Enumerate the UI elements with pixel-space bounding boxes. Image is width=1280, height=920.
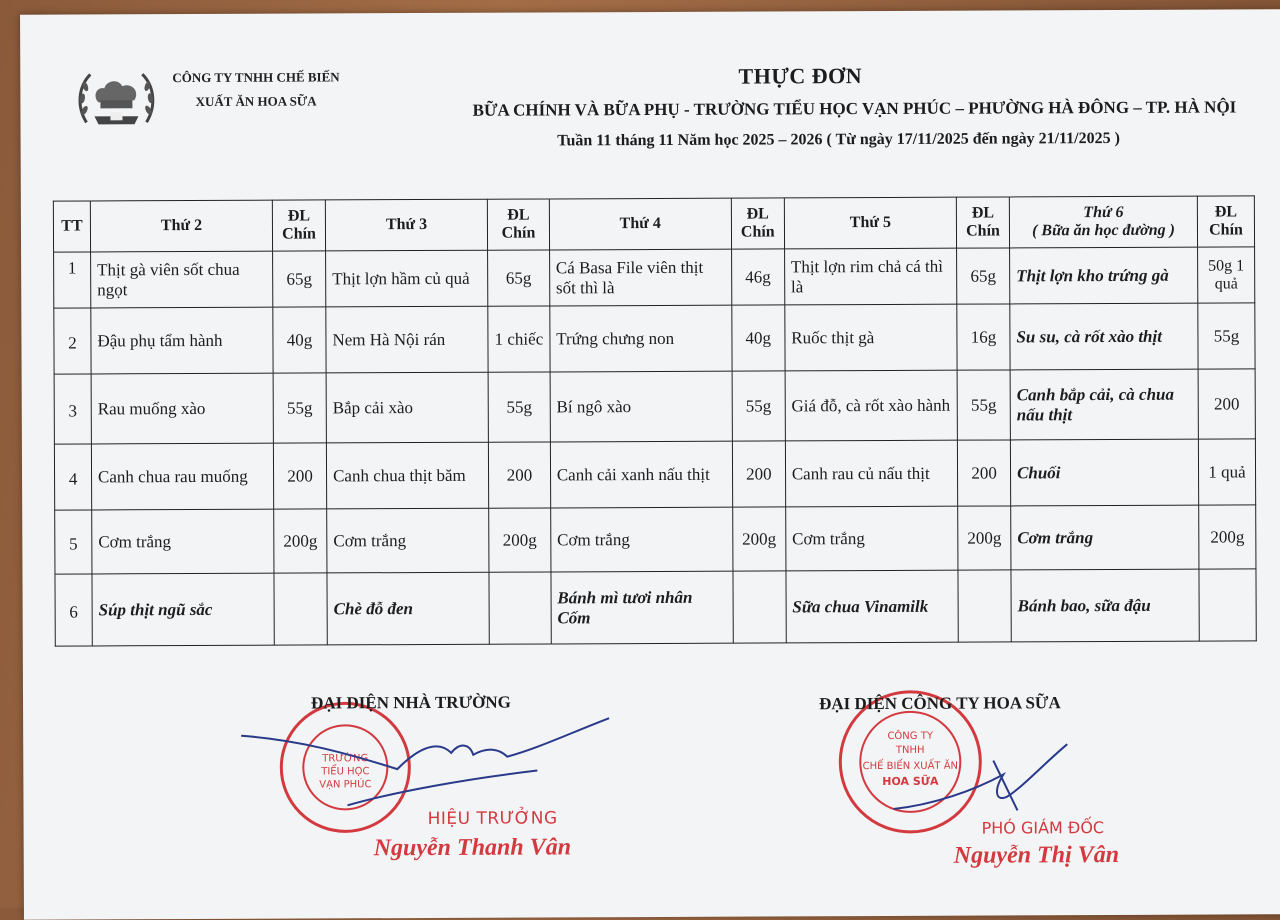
company-role: PHÓ GIÁM ĐỐC [981, 818, 1105, 838]
portion-thu-2: 65g [273, 251, 326, 307]
company-representative-title: ĐẠI DIỆN CÔNG TY HOA SỮA [819, 693, 1061, 714]
portion-thu-5: 200g [958, 506, 1011, 570]
dish-thu-6: Su su, cà rốt xào thịt [1010, 303, 1198, 370]
portion-thu-5: 16g [957, 304, 1010, 370]
dish-thu-5: Sữa chua Vinamilk [786, 570, 959, 643]
school-representative-title: ĐẠI DIỆN NHÀ TRƯỜNG [310, 692, 511, 713]
dish-thu-5: Giá đỗ, cà rốt xào hành [785, 370, 958, 441]
row-number: 3 [54, 374, 91, 444]
dish-thu-3: Thịt lợn hầm củ quả [326, 250, 488, 307]
dish-thu-6: Chuối [1010, 439, 1198, 506]
table-row [54, 439, 1255, 510]
svg-text:TNHH: TNHH [895, 744, 925, 756]
header-thu-6-note: ( Bữa ăn học đường ) [1032, 221, 1175, 240]
header-dl-chin: ĐL Chín [272, 200, 325, 251]
portion-thu-4: 46g [731, 249, 784, 305]
row-number: 5 [55, 510, 92, 574]
header-thu-6-label: Thứ 6 [1083, 203, 1124, 222]
company-name-line1: CÔNG TY TNHH CHẾ BIẾN [172, 69, 340, 86]
portion-thu-6 [1199, 569, 1256, 641]
header-thu-4: Thứ 4 [549, 198, 731, 250]
dish-thu-5: Canh rau củ nấu thịt [785, 440, 958, 507]
dish-thu-2: Thịt gà viên sốt chua ngọt [91, 251, 273, 308]
table-header-row [53, 196, 1254, 252]
dish-thu-6: Thịt lợn kho trứng gà [1010, 247, 1198, 304]
header-dl-chin: ĐL Chín [731, 198, 784, 249]
table-row [55, 505, 1256, 574]
table-row [54, 369, 1255, 444]
portion-thu-5: 65g [957, 248, 1010, 304]
portion-thu-2: 200 [273, 443, 326, 509]
menu-table [53, 195, 1257, 646]
dish-thu-3: Chè đỗ đen [327, 572, 489, 645]
dish-thu-4: Canh cải xanh nấu thịt [550, 441, 732, 508]
school-signer-name: Nguyễn Thanh Vân [373, 834, 572, 862]
dish-thu-5: Thịt lợn rim chả cá thì là [784, 248, 957, 305]
svg-text:CÔNG TY: CÔNG TY [887, 730, 933, 742]
dish-thu-5: Cơm trắng [785, 506, 958, 571]
svg-text:TIỂU HỌC: TIỂU HỌC [321, 766, 370, 778]
document-title: THỰC ĐƠN [738, 63, 863, 89]
header-dl-chin: ĐL Chín [1197, 196, 1254, 247]
portion-thu-3: 200 [489, 442, 551, 508]
header-dl-chin: ĐL Chín [956, 197, 1009, 248]
dish-thu-4: Bí ngô xào [550, 371, 732, 442]
table-row [54, 247, 1255, 308]
portion-thu-5: 200 [957, 440, 1010, 506]
portion-thu-6: 50g 1 quả [1198, 247, 1255, 303]
portion-thu-2: 40g [273, 307, 326, 373]
header-dl-chin: ĐL Chín [487, 199, 549, 250]
portion-thu-3: 65g [488, 250, 550, 306]
table-row [54, 303, 1255, 374]
dish-thu-3: Cơm trắng [327, 508, 489, 573]
header-thu-3: Thứ 3 [325, 199, 487, 251]
portion-thu-4 [733, 571, 786, 643]
dish-thu-6: Canh bắp cải, cà chua nấu thịt [1010, 369, 1198, 440]
dish-thu-2: Canh chua rau muống [91, 443, 273, 510]
document-subtitle: BỮA CHÍNH VÀ BỮA PHỤ - TRƯỜNG TIỂU HỌC VẠN PHÚC – PHƯỜNG HÀ ĐÔNG – TP. HÀ NỘI [472, 97, 1237, 120]
dish-thu-3: Nem Hà Nội rán [326, 306, 488, 373]
portion-thu-3: 55g [488, 372, 550, 442]
portion-thu-6: 55g [1198, 303, 1255, 369]
portion-thu-4: 200 [732, 441, 785, 507]
header-thu-6 [1009, 196, 1197, 248]
dish-thu-2: Cơm trắng [92, 509, 274, 574]
company-signer-name: Nguyễn Thị Vân [953, 841, 1120, 869]
company-signature [883, 730, 1073, 831]
portion-thu-3: 200g [489, 508, 551, 572]
dish-thu-2: Súp thịt ngũ sắc [92, 573, 274, 646]
dish-thu-3: Canh chua thịt băm [326, 442, 488, 509]
portion-thu-4: 40g [732, 305, 785, 371]
dish-thu-4: Cá Basa File viên thịt sốt thì là [549, 249, 731, 306]
portion-thu-5 [958, 570, 1011, 642]
portion-thu-4: 200g [732, 507, 785, 571]
dish-thu-2: Đậu phụ tẩm hành [91, 307, 273, 374]
row-number: 1 [54, 252, 91, 308]
dish-thu-4: Bánh mì tươi nhân Cốm [551, 571, 733, 644]
school-role: HIỆU TRƯỞNG [427, 808, 558, 829]
school-signature [237, 708, 617, 820]
dish-thu-4: Trứng chưng non [550, 305, 732, 372]
portion-thu-6: 200g [1199, 505, 1256, 569]
company-name-line2: XUẤT ĂN HOA SỮA [195, 93, 317, 109]
dish-thu-6: Bánh bao, sữa đậu [1011, 569, 1199, 642]
menu-document [20, 9, 1280, 919]
svg-text:HOA SỮA: HOA SỮA [882, 774, 939, 789]
svg-text:TRƯỜNG: TRƯỜNG [322, 753, 369, 765]
portion-thu-2 [274, 573, 327, 645]
portion-thu-3: 1 chiếc [488, 306, 550, 372]
portion-thu-6: 1 quả [1198, 439, 1255, 505]
document-week: Tuần 11 tháng 11 Năm học 2025 – 2026 ( Từ ngày 17/11/2025 đến ngày 21/11/2025 ) [557, 129, 1120, 150]
header-thu-5: Thứ 5 [784, 197, 957, 249]
document-header [20, 61, 1280, 153]
dish-thu-2: Rau muống xào [91, 373, 273, 444]
table-row [55, 569, 1256, 646]
header-thu-2: Thứ 2 [90, 200, 272, 252]
portion-thu-2: 55g [273, 373, 326, 443]
header-tt: TT [53, 201, 90, 252]
portion-thu-3 [489, 572, 551, 644]
svg-text:VẠN PHÚC: VẠN PHÚC [319, 779, 372, 791]
portion-thu-5: 55g [957, 370, 1010, 440]
dish-thu-3: Bắp cải xào [326, 372, 488, 443]
portion-thu-2: 200g [274, 509, 327, 573]
dish-thu-4: Cơm trắng [550, 507, 732, 572]
portion-thu-6: 200 [1198, 369, 1255, 439]
row-number: 6 [55, 574, 92, 646]
svg-text:CHẾ BIẾN XUẤT ĂN: CHẾ BIẾN XUẤT ĂN [862, 760, 959, 773]
dish-thu-5: Ruốc thịt gà [785, 304, 958, 371]
portion-thu-4: 55g [732, 371, 785, 441]
row-number: 2 [54, 308, 91, 374]
dish-thu-6: Cơm trắng [1011, 505, 1199, 570]
row-number: 4 [54, 444, 91, 510]
